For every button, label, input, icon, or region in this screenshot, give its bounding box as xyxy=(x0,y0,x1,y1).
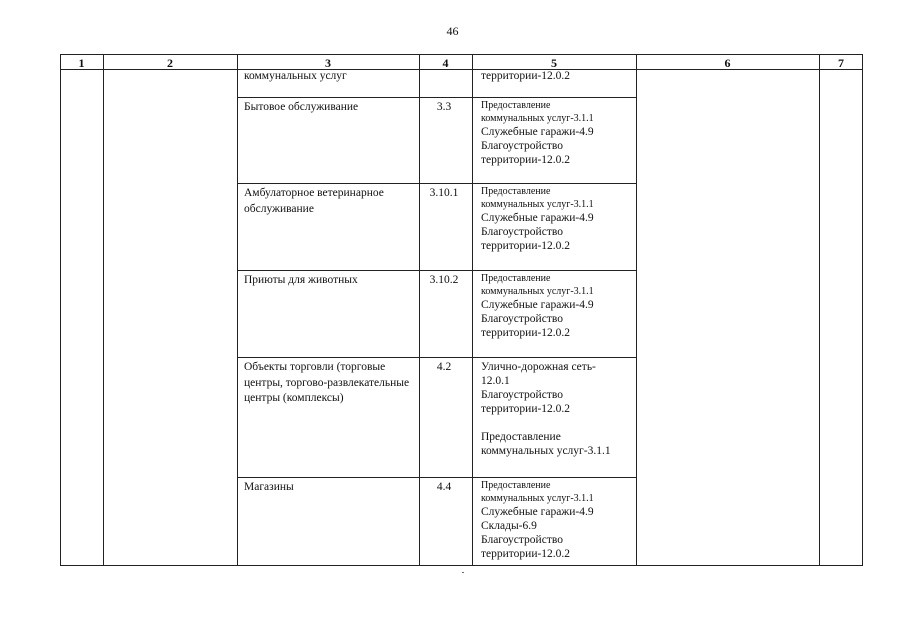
aux-line: коммунальных услуг-3.1.1 xyxy=(481,112,594,124)
header-col-1: 1 xyxy=(78,56,85,70)
table-row xyxy=(237,271,636,357)
aux-line: 12.0.1 xyxy=(481,375,510,387)
header-col-7: 7 xyxy=(838,56,844,70)
use-code: 3.10.1 xyxy=(429,187,459,199)
header-col-6: 6 xyxy=(724,56,731,70)
aux-line: территории-12.0.2 xyxy=(481,154,571,166)
aux-line: коммунальных услуг-3.1.1 xyxy=(481,285,594,297)
col-divider xyxy=(103,54,104,566)
aux-line: Предоставление xyxy=(481,273,551,284)
aux-line: Служебные гаражи-4.9 xyxy=(481,506,594,518)
auxiliary-uses xyxy=(481,360,631,458)
use-code: 3.3 xyxy=(436,101,452,113)
col-divider xyxy=(636,54,637,566)
use-name: Объекты торговли (торговые центры, торгово-развлекательные центры (комплексы) xyxy=(244,361,410,404)
aux-line: Служебные гаражи-4.9 xyxy=(481,299,594,311)
aux-line: Предоставление xyxy=(481,100,551,111)
aux-line: Предоставление xyxy=(481,431,561,443)
aux-line: Благоустройство xyxy=(481,226,563,238)
aux-line: Улично-дорожная сеть- xyxy=(481,361,596,373)
aux-line: Служебные гаражи-4.9 xyxy=(481,126,594,138)
auxiliary-uses xyxy=(481,273,631,340)
table-row xyxy=(237,67,636,97)
aux-line: Благоустройство xyxy=(481,313,563,325)
aux-line: Предоставление xyxy=(481,186,551,197)
auxiliary-uses xyxy=(481,100,631,167)
use-name: Приюты для животных xyxy=(244,274,358,286)
table-row xyxy=(237,184,636,270)
header-col-3: 3 xyxy=(325,56,331,70)
scan-speck xyxy=(462,572,464,573)
aux-line: Склады-6.9 xyxy=(481,520,537,532)
header-col-4: 4 xyxy=(442,56,449,70)
use-name: коммунальных услуг xyxy=(244,70,347,82)
use-code: 3.10.2 xyxy=(429,274,459,286)
aux-line: территории-12.0.2 xyxy=(481,240,571,252)
spacer xyxy=(481,416,631,430)
aux-line: территории-12.0.2 xyxy=(481,70,571,82)
use-code: 4.2 xyxy=(436,361,452,373)
use-code: 4.4 xyxy=(436,481,452,493)
use-name: Магазины xyxy=(244,481,294,493)
table-row xyxy=(237,98,636,183)
use-name: Амбулаторное ветеринарное обслуживание xyxy=(244,187,384,215)
use-name: Бытовое обслуживание xyxy=(244,101,359,113)
aux-line: Благоустройство xyxy=(481,140,563,152)
table-row xyxy=(237,478,636,566)
auxiliary-uses xyxy=(481,480,631,561)
col-divider xyxy=(819,54,820,566)
aux-line: коммунальных услуг-3.1.1 xyxy=(481,492,594,504)
aux-line: коммунальных услуг-3.1.1 xyxy=(481,445,611,457)
auxiliary-uses xyxy=(481,186,631,253)
table-row xyxy=(237,358,636,477)
aux-line: коммунальных услуг-3.1.1 xyxy=(481,198,594,210)
aux-line: Благоустройство xyxy=(481,534,563,546)
auxiliary-uses xyxy=(481,69,631,83)
page-number: 46 xyxy=(446,24,459,38)
header-col-5: 5 xyxy=(551,56,557,70)
aux-line: Предоставление xyxy=(481,480,551,491)
aux-line: Служебные гаражи-4.9 xyxy=(481,212,594,224)
aux-line: территории-12.0.2 xyxy=(481,327,571,339)
aux-line: Благоустройство xyxy=(481,389,563,401)
aux-line: территории-12.0.2 xyxy=(481,403,571,415)
header-col-2: 2 xyxy=(167,56,173,70)
aux-line: территории-12.0.2 xyxy=(481,548,571,560)
